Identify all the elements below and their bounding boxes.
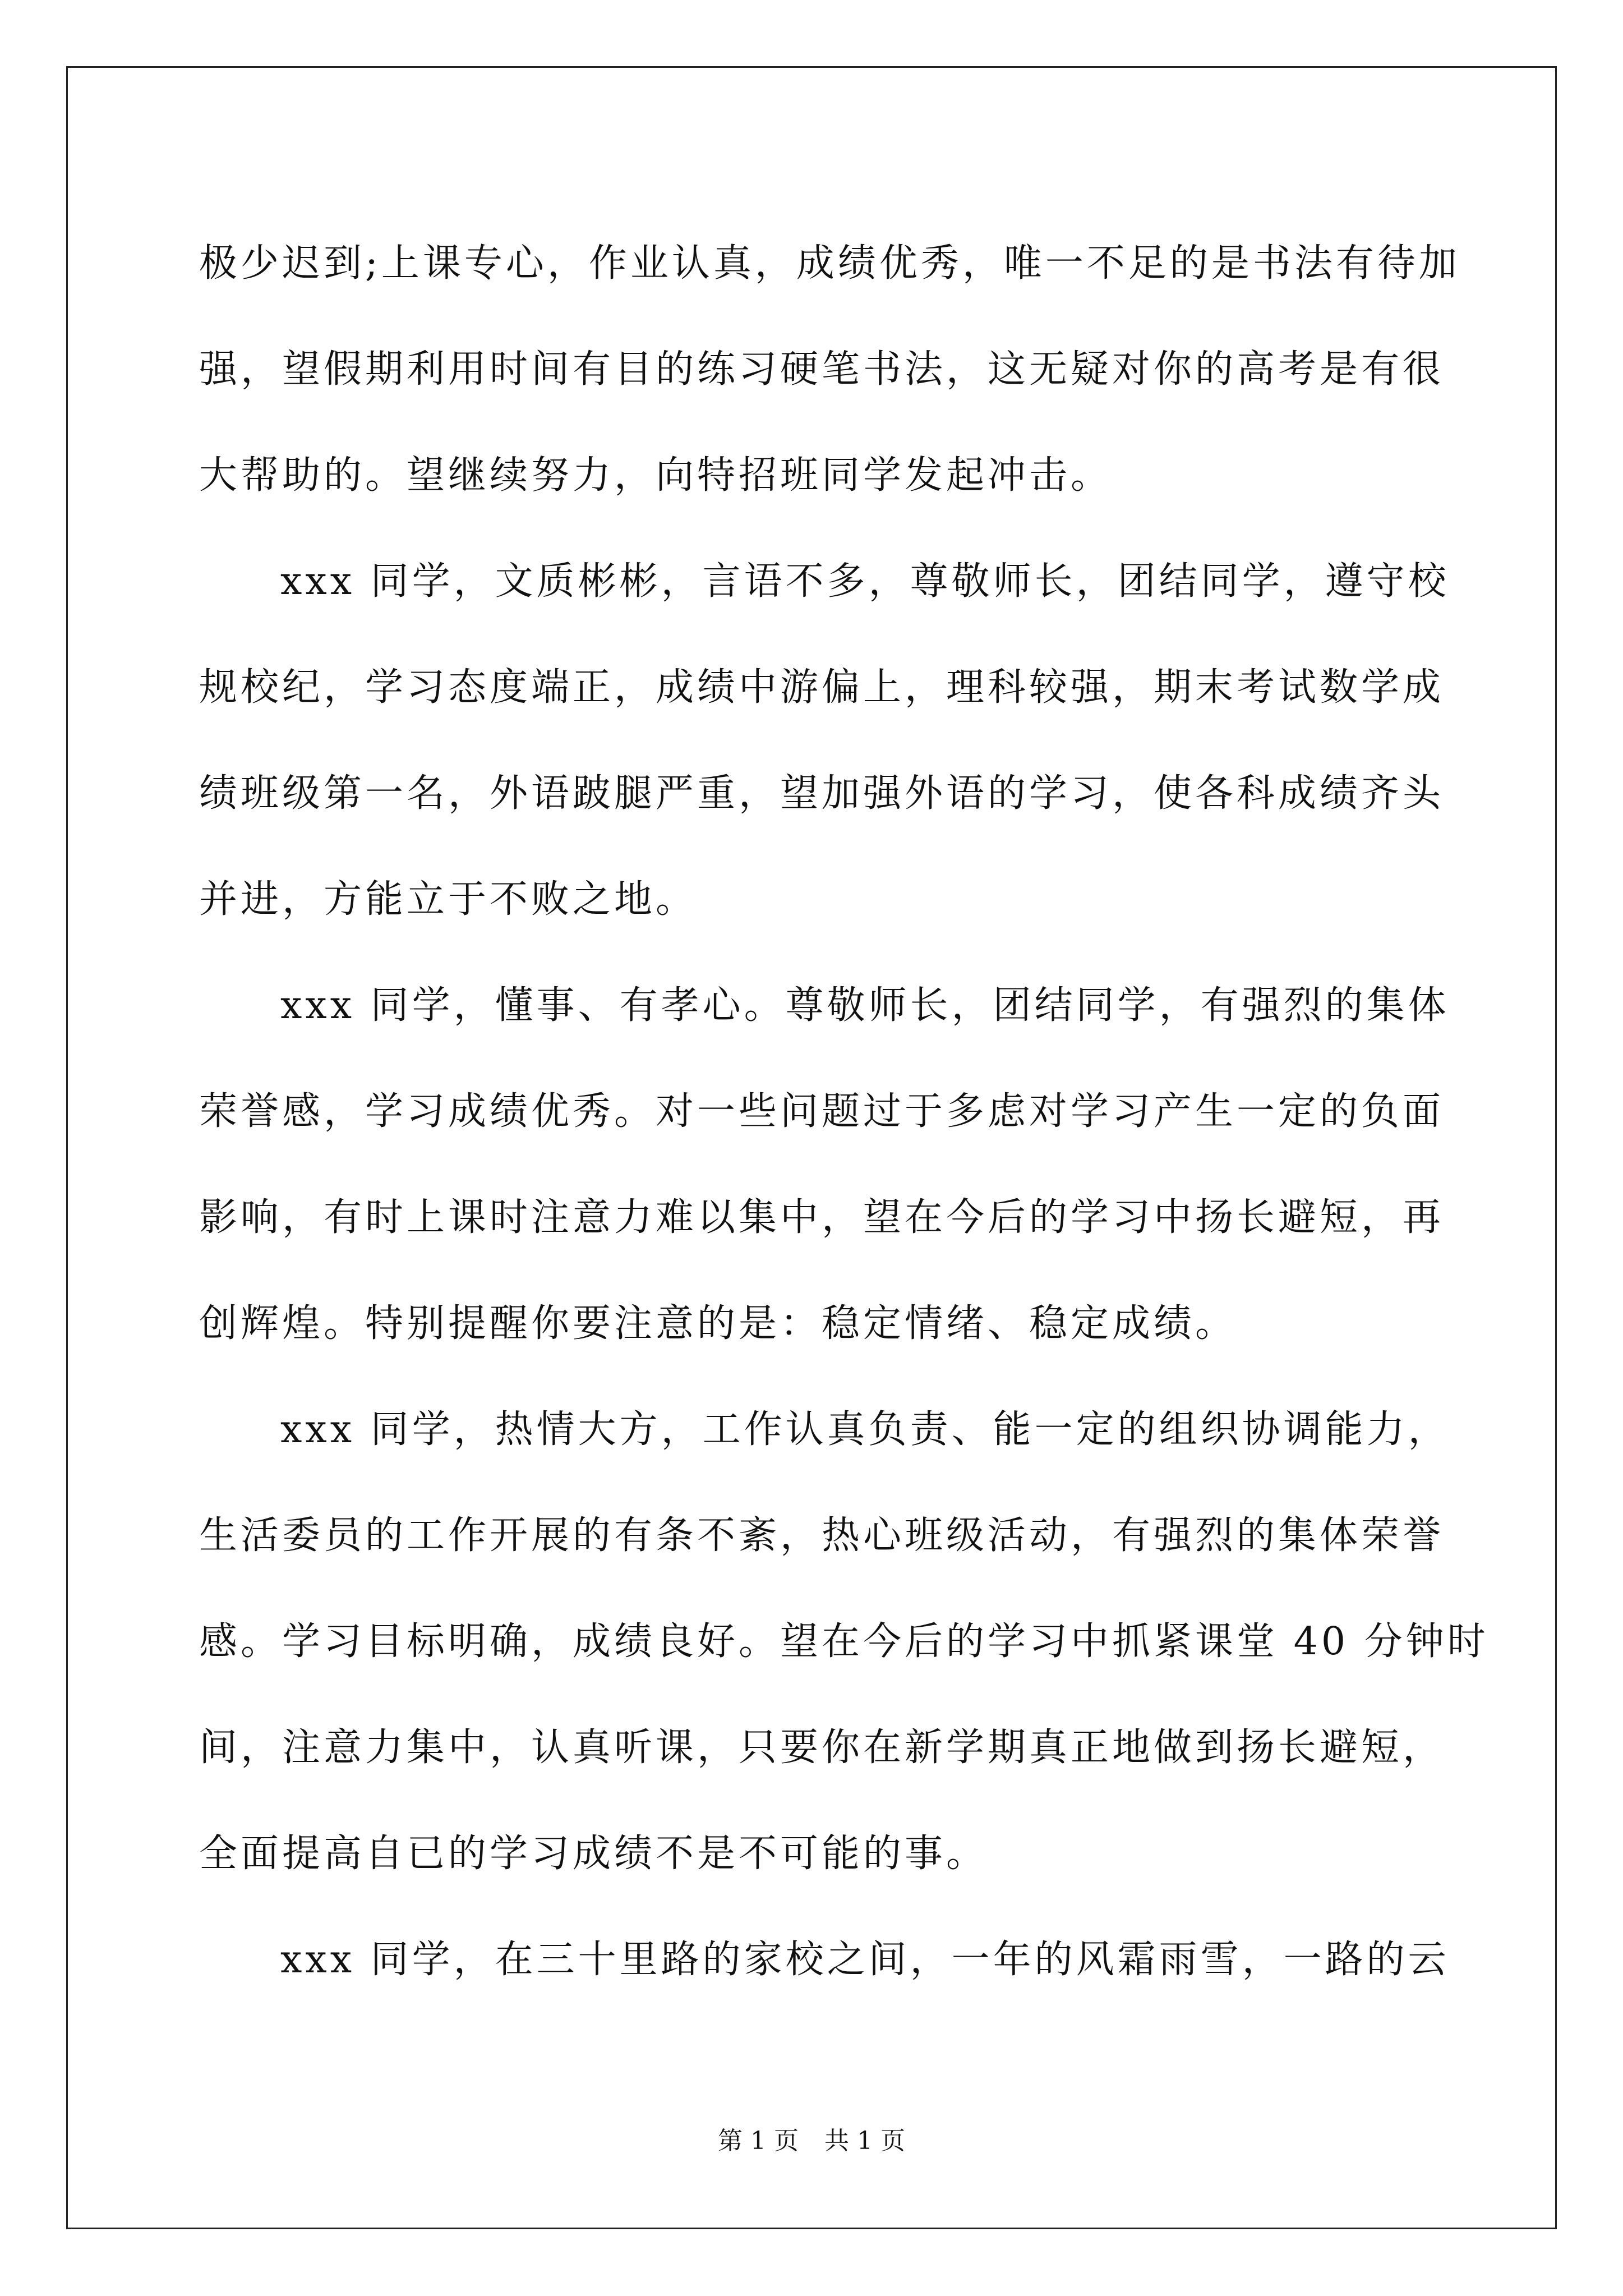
text-line	[199, 953, 1450, 1059]
line-text: xxx 同学，热情大方，工作认真负责、能一定的组织协调能力，	[280, 1407, 1450, 1452]
paragraph	[199, 210, 1460, 528]
page-footer	[0, 2120, 1623, 2156]
page-total: 共 1 页	[824, 2127, 905, 2155]
text-line	[199, 210, 1460, 316]
text-line	[199, 1271, 1433, 1377]
line-text: xxx 同学，在三十里路的家校之间，一年的风霜雨雪，一路的云	[280, 1938, 1450, 1982]
line-text: 生活委员的工作开展的有条不紊，热心班级活动，有强烈的集体荣誉	[199, 1513, 1445, 1558]
paragraph	[199, 1907, 1450, 2013]
text-line	[199, 846, 1433, 953]
text-line	[199, 422, 1433, 528]
text-line	[199, 1059, 1445, 1165]
text-line	[199, 634, 1445, 740]
line-text: 强，望假期利用时间有目的练习硬笔书法，这无疑对你的高考是有很	[199, 347, 1445, 392]
line-text: xxx 同学，懂事、有孝心。尊敬师长，团结同学，有强烈的集体	[280, 983, 1450, 1028]
text-line	[199, 1377, 1450, 1483]
line-text: 间，注意力集中，认真听课，只要你在新学期真正地做到扬长避短，	[199, 1726, 1445, 1770]
paragraph	[199, 528, 1450, 953]
text-line	[199, 740, 1445, 846]
text-line	[199, 1165, 1445, 1271]
text-line	[199, 1695, 1445, 1801]
line-text: 创辉煌。特别提醒你要注意的是：稳定情绪、稳定成绩。	[199, 1301, 1237, 1346]
document-body	[199, 210, 1489, 2013]
text-line	[199, 1801, 1433, 1907]
line-text: 大帮助的。望继续努力，向特招班同学发起冲击。	[199, 453, 1113, 498]
text-line	[199, 1907, 1450, 2013]
paragraph	[199, 953, 1450, 1377]
line-text: 极少迟到;上课专心，作业认真，成绩优秀，唯一不足的是书法有待加	[199, 241, 1460, 286]
page-number: 第 1 页	[718, 2127, 799, 2155]
line-text: 影响，有时上课时注意力难以集中，望在今后的学习中扬长避短，再	[199, 1195, 1445, 1240]
line-text: 感。学习目标明确，成绩良好。望在今后的学习中抓紧课堂 40 分钟时	[199, 1619, 1489, 1664]
paragraph	[199, 1377, 1489, 1907]
line-text: 荣誉感，学习成绩优秀。对一些问题过于多虑对学习产生一定的负面	[199, 1089, 1445, 1134]
text-line	[199, 1589, 1489, 1695]
text-line	[199, 528, 1450, 634]
line-text: 并进，方能立于不败之地。	[199, 877, 698, 922]
text-line	[199, 316, 1445, 422]
line-text: xxx 同学，文质彬彬，言语不多，尊敬师长，团结同学，遵守校	[280, 559, 1450, 604]
text-line	[199, 1483, 1445, 1589]
line-text: 规校纪，学习态度端正，成绩中游偏上，理科较强，期末考试数学成	[199, 665, 1445, 710]
line-text: 绩班级第一名，外语跛腿严重，望加强外语的学习，使各科成绩齐头	[199, 771, 1445, 816]
line-text: 全面提高自已的学习成绩不是不可能的事。	[199, 1832, 988, 1876]
